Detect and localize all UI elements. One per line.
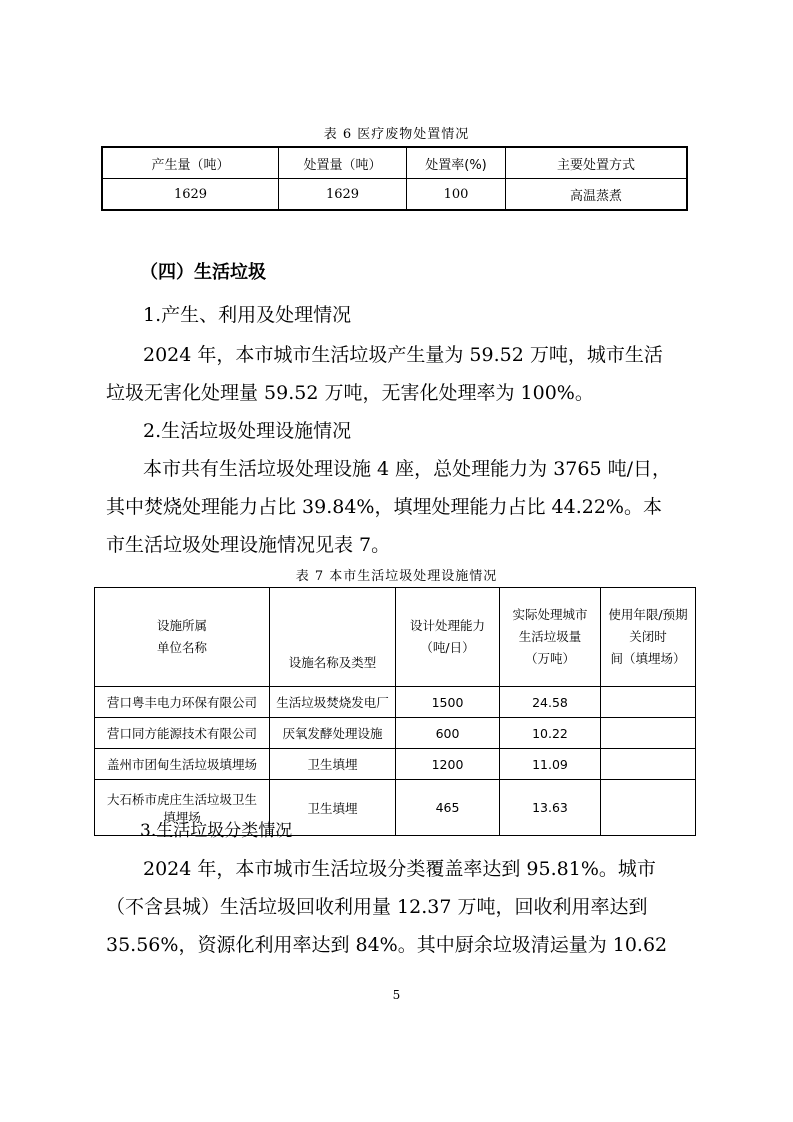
table6-cell: 100 xyxy=(407,179,506,211)
facility-cell: 生活垃圾焚烧发电厂 xyxy=(270,687,396,718)
table7-header-cell xyxy=(95,588,270,687)
years-cell xyxy=(601,780,696,836)
capacity-cell: 465 xyxy=(396,780,500,836)
years-cell xyxy=(601,687,696,718)
table7-header-cell xyxy=(601,588,696,687)
unit-cell: 营口同方能源技术有限公司 xyxy=(95,718,270,749)
paragraph-2-line: 本市共有生活垃圾处理设施 4 座，总处理能力为 3765 吨/日， xyxy=(143,458,672,480)
paragraph-1-line: 2024 年，本市城市生活垃圾产生量为 59.52 万吨，城市生活 xyxy=(143,344,663,366)
section-heading: （四）生活垃圾 xyxy=(140,262,266,283)
header-line: 单位名称 xyxy=(156,640,207,655)
unit-line: 大石桥市虎庄生活垃圾卫生 xyxy=(106,791,257,807)
table6-medical-waste xyxy=(101,146,688,211)
table6-header-cell: 产生量（吨） xyxy=(102,147,279,179)
table7-header-cell xyxy=(270,588,396,687)
paragraph-2-line: 市生活垃圾处理设施情况见表 7。 xyxy=(106,534,391,556)
table6-header-cell: 处置量（吨） xyxy=(279,147,407,179)
actual-cell: 10.22 xyxy=(500,718,601,749)
paragraph-3-line: （不含县城）生活垃圾回收利用量 12.37 万吨，回收利用率达到 xyxy=(106,896,648,918)
table7-facilities xyxy=(94,587,696,836)
table7-header-row xyxy=(95,588,696,687)
subheading-2: 2.生活垃圾处理设施情况 xyxy=(143,420,352,442)
facility-cell: 厌氧发酵处理设施 xyxy=(270,718,396,749)
facility-cell: 卫生填埋 xyxy=(270,749,396,780)
header-line: 生活垃圾量 xyxy=(518,629,582,644)
paragraph-3-line: 2024 年，本市城市生活垃圾分类覆盖率达到 95.81%。城市 xyxy=(143,858,656,880)
header-line: 设施名称及类型 xyxy=(288,655,377,670)
table6-header-row xyxy=(102,147,687,179)
header-line: 间（填埋场） xyxy=(610,651,686,666)
table6-header-cell: 处置率(%) xyxy=(407,147,506,179)
unit-line: 填埋场 xyxy=(163,809,201,825)
capacity-cell: 600 xyxy=(396,718,500,749)
table-row xyxy=(95,687,696,718)
paragraph-1-line: 垃圾无害化处理量 59.52 万吨，无害化处理率为 100%。 xyxy=(106,382,594,404)
actual-cell: 11.09 xyxy=(500,749,601,780)
table6-caption: 表 6 医疗废物处置情况 xyxy=(323,127,470,142)
header-line: 实际处理城市 xyxy=(512,607,588,622)
capacity-cell: 1200 xyxy=(396,749,500,780)
header-line: 设施所属 xyxy=(156,618,207,633)
capacity-cell: 1500 xyxy=(396,687,500,718)
years-cell xyxy=(601,749,696,780)
table-row xyxy=(95,749,696,780)
table7-header-cell xyxy=(396,588,500,687)
table7-header-cell xyxy=(500,588,601,687)
header-line: （万吨） xyxy=(524,651,575,666)
table6-header-cell: 主要处置方式 xyxy=(506,147,688,179)
unit-cell: 盖州市团甸生活垃圾填埋场 xyxy=(95,749,270,780)
table6-cell: 1629 xyxy=(279,179,407,211)
facility-cell: 卫生填埋 xyxy=(270,780,396,836)
subheading-3: 3.生活垃圾分类情况 xyxy=(140,821,293,841)
table-row xyxy=(95,718,696,749)
header-line: （吨/日） xyxy=(420,640,475,655)
unit-cell: 营口粤丰电力环保有限公司 xyxy=(95,687,270,718)
table-row xyxy=(102,179,687,211)
subheading-1: 1.产生、利用及处理情况 xyxy=(143,304,352,326)
years-cell xyxy=(601,718,696,749)
actual-cell: 13.63 xyxy=(500,780,601,836)
actual-cell: 24.58 xyxy=(500,687,601,718)
paragraph-3-line: 35.56%，资源化利用率达到 84%。其中厨余垃圾清运量为 10.62 xyxy=(106,934,668,956)
header-line: 使用年限/预期 xyxy=(608,607,688,622)
table7-caption: 表 7 本市生活垃圾处理设施情况 xyxy=(295,569,498,584)
header-line: 关闭时 xyxy=(629,629,667,644)
header-line: 设计处理能力 xyxy=(409,618,485,633)
paragraph-2-line: 其中焚烧处理能力占比 39.84%，填埋处理能力占比 44.22%。本 xyxy=(106,496,662,518)
page-number: 5 xyxy=(392,988,401,1002)
table6-cell: 高温蒸煮 xyxy=(506,179,688,211)
table6-cell: 1629 xyxy=(102,179,279,211)
